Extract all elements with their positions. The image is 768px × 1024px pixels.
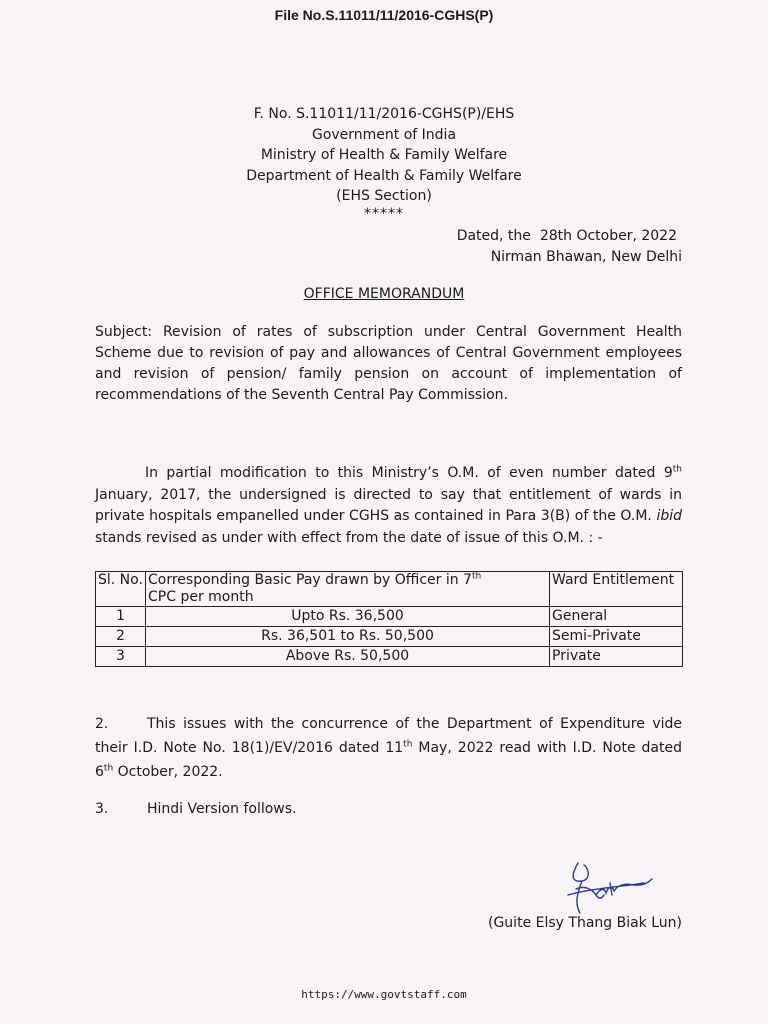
para2-text-b: May, 2022 read with I.D. Note dated 6 [95, 740, 683, 780]
department-name: Department of Health & Family Welfare [246, 167, 522, 184]
separator-stars: ***** [364, 205, 404, 222]
para2-text-a: This issues with the concurrence of the Department of Expenditure vide their I.D. Note No. 18(1)/EV/2016 dated 11 [95, 716, 682, 756]
header-basic-pay [146, 572, 550, 607]
para1-text-c: stands revised as under with effect from the date of issue of this O.M. : - [95, 529, 603, 546]
para2-number: 2. [95, 716, 109, 732]
signatory-name: (Guite Elsy Thang Biak Lun) [488, 915, 682, 931]
row-ward: General [550, 607, 683, 627]
place-line: Nirman Bhawan, New Delhi [490, 249, 682, 265]
file-number: File No.S.11011/11/2016-CGHS(P) [274, 7, 494, 23]
para3-text: Hindi Version follows. [147, 801, 297, 817]
ward-entitlement-table [95, 571, 683, 667]
header-sl-no: Sl. No. [96, 572, 146, 607]
para1-ibid: ibid [656, 508, 682, 524]
section-name: (EHS Section) [336, 188, 432, 204]
row-ward: Private [550, 647, 683, 667]
header-pay-text-a: Corresponding Basic Pay drawn by Officer in 7 [148, 572, 472, 588]
ministry-name: Ministry of Health & Family Welfare [260, 147, 508, 163]
para2-suffix-2: th [103, 763, 114, 774]
row-sl-no: 2 [96, 627, 146, 647]
letter-header [0, 104, 768, 221]
memorandum-title: OFFICE MEMORANDUM [303, 286, 465, 302]
para1-day: 9 [663, 465, 673, 481]
government-name: Government of India [311, 126, 457, 143]
para2-suffix-1: th [403, 739, 413, 750]
para1-day-suffix: th [672, 464, 682, 475]
date-line: Dated, the 28th October, 2022 [456, 228, 677, 244]
header-ward-entitlement: Ward Entitlement [550, 572, 683, 607]
source-url[interactable]: https://www.govtstaff.com [301, 988, 467, 1001]
row-sl-no: 1 [96, 607, 146, 627]
table-header-row [96, 572, 683, 607]
paragraph-3 [95, 801, 296, 817]
para1-text-a: In partial modification to this Ministry’s O.M. of even number dated [145, 465, 664, 481]
para3-number: 3. [95, 801, 109, 817]
para1-text-b: January, 2017, the undersigned is directed to say that entitlement of wards in private hospitals empanelled under CGHS as contained in Para 3(B) of the O.M. [95, 486, 682, 524]
paragraph-1 [95, 463, 682, 549]
signature-stroke [568, 863, 652, 913]
table-row [96, 627, 683, 647]
subject-paragraph: Subject: Revision of rates of subscription under Central Government Health Scheme due to revision of pay and allowances of Central Government employees and revision of pension/ family pension on account of implementation of recommendations of the Seventh Central Pay Commission. [95, 324, 682, 403]
header-pay-text-b: CPC per month [148, 589, 254, 605]
row-basic-pay: Above Rs. 50,500 [146, 647, 550, 667]
paragraph-2 [95, 712, 682, 784]
signature-image [548, 855, 658, 921]
row-basic-pay: Rs. 36,501 to Rs. 50,500 [146, 627, 550, 647]
row-sl-no: 3 [96, 647, 146, 667]
row-ward: Semi-Private [550, 627, 683, 647]
reference-number: F. No. S.11011/11/2016-CGHS(P)/EHS [253, 106, 515, 122]
header-pay-suffix: th [471, 571, 482, 582]
date-place-block [457, 226, 682, 268]
table-row [96, 647, 683, 667]
row-basic-pay: Upto Rs. 36,500 [146, 607, 550, 627]
para2-text-c: October, 2022. [113, 764, 223, 780]
table-row [96, 607, 683, 627]
